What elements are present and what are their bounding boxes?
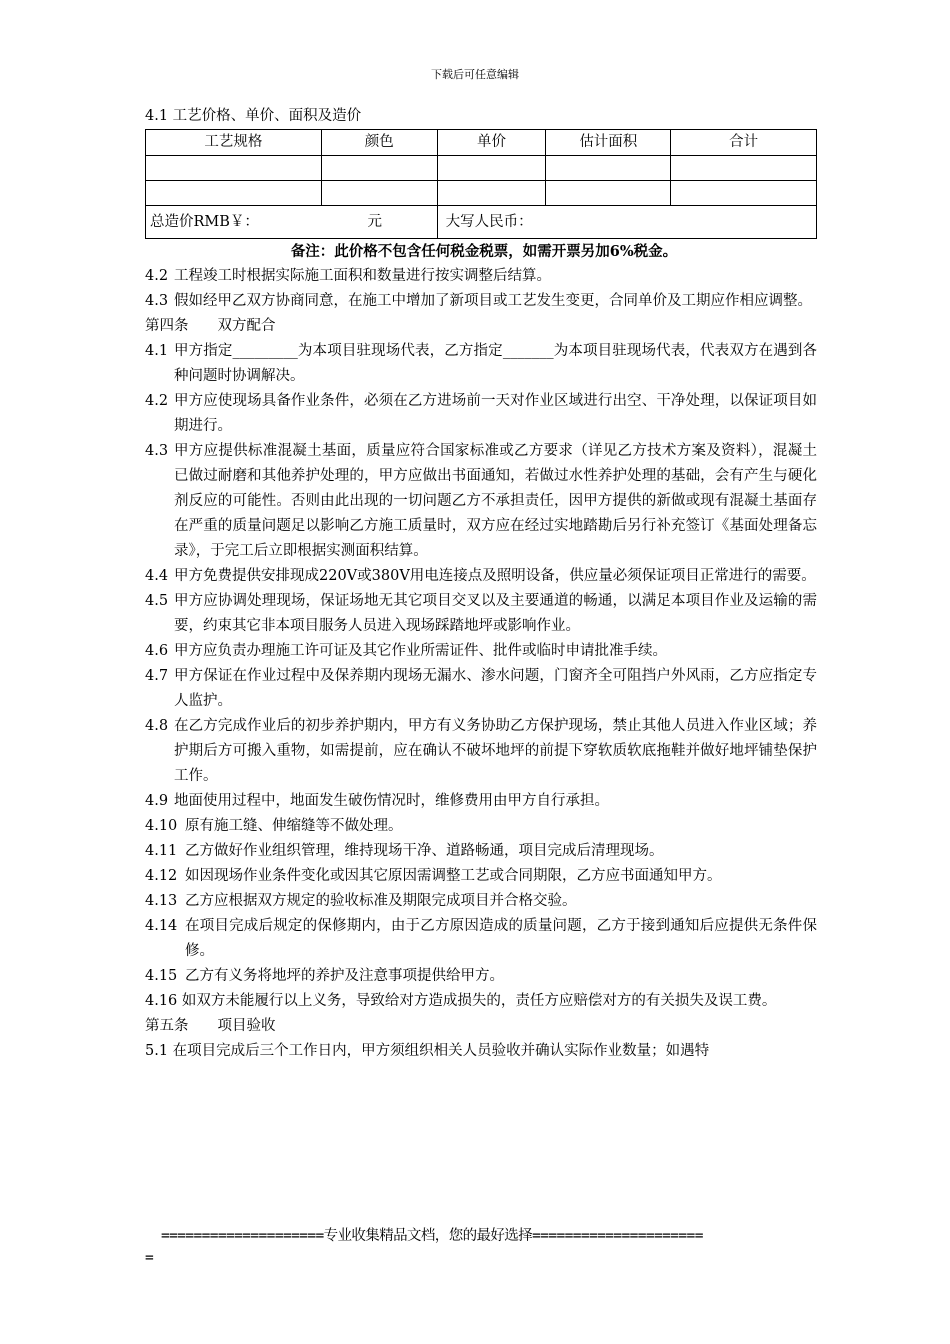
table-cell <box>321 156 437 181</box>
table-cell <box>546 156 671 181</box>
footer-banner: ====================专业收集精品文档，您的最好选择===================== <box>161 1228 703 1244</box>
section-heading-5: 第五条 项目验收 <box>145 1018 276 1034</box>
clause-b-4-8 <box>145 714 817 789</box>
page-header: 下载后可任意编辑 <box>431 68 519 81</box>
clause-text: 原有施工缝、伸缩缝等不做处理。 <box>185 818 403 834</box>
clause-number: 4.9 <box>145 793 169 809</box>
clause-text: 乙方有义务将地坪的养护及注意事项提供给甲方。 <box>185 968 504 984</box>
table-cell <box>437 181 546 206</box>
clause-number: 4.1 <box>145 343 169 359</box>
table-cell <box>146 181 322 206</box>
table-row <box>146 156 817 181</box>
clause-text: 假如经甲乙双方协商同意，在施工中增加了新项目或工艺发生变更，合同单价及工期应作相应调整。 <box>174 293 812 309</box>
document-body <box>145 104 817 1064</box>
clause-b-4-3 <box>145 439 817 564</box>
clause-b-4-7 <box>145 664 817 714</box>
clause-text: 甲方指定_________为本项目驻现场代表，乙方指定_______为本项目驻现场代表，代表双方在遇到各种问题时协调解决。 <box>174 343 817 384</box>
table-cell <box>437 156 546 181</box>
clause-b-4-2 <box>145 389 817 439</box>
table-row <box>146 181 817 206</box>
clause-text: 甲方应提供标准混凝土基面，质量应符合国家标准或乙方要求（详见乙方技术方案及资料），混凝土已做过耐磨和其他养护处理的，甲方应做出书面通知，若做过水性养护处理的基础，会有产生与硬化剂反应的可能性。否则由此出现的一切问题乙方不承担责任，因甲方提供的新做或现有混凝土基面存在严重的质量问题足以影响乙方施工质量时，双方应在经过实地踏勘后另行补充签订《基面处理备忘录》，于完工后立即根据实测面积结算。 <box>174 443 817 559</box>
table-header-row <box>146 130 817 156</box>
clause-number: 4.14 <box>145 918 178 934</box>
clause-text: 在乙方完成作业后的初步养护期内，甲方有义务协助乙方保护现场，禁止其他人员进入作业区域；养护期后方可搬入重物，如需提前，应在确认不破坏地坪的前提下穿软质软底拖鞋并做好地坪铺垫保护工作。 <box>174 718 817 784</box>
clause-text: 甲方应负责办理施工许可证及其它作业所需证件、批件或临时申请批准手续。 <box>174 643 667 659</box>
clause-4-15 <box>145 964 817 989</box>
clause-number: 4.2 <box>145 268 169 284</box>
tax-note: 备注：此价格不包含任何税金税票，如需开票另加6%税金。 <box>290 243 678 260</box>
table-title: 4.1 工艺价格、单价、面积及造价 <box>145 108 362 124</box>
header-cell: 工艺规格 <box>146 130 322 156</box>
header-cell: 颜色 <box>321 130 437 156</box>
clause-b-4-4 <box>145 564 817 589</box>
clause-number: 4.8 <box>145 718 169 734</box>
clause-4-2 <box>145 264 817 289</box>
table-total-row <box>146 206 817 239</box>
clause-b-4-6 <box>145 639 817 664</box>
header-cell: 估计面积 <box>546 130 671 156</box>
clause-number: 4.13 <box>145 893 178 909</box>
footer-tail: = <box>145 1250 154 1266</box>
clause-number: 4.11 <box>145 843 178 859</box>
clause-text: 甲方应使现场具备作业条件，必须在乙方进场前一天对作业区域进行出空、干净处理，以保证项目如期进行。 <box>174 393 817 434</box>
clause-number: 4.3 <box>145 293 169 309</box>
header-cell: 单价 <box>437 130 546 156</box>
clause-b-4-1 <box>145 339 817 389</box>
header-cell: 合计 <box>671 130 817 156</box>
clause-text: 甲方保证在作业过程中及保养期内现场无漏水、渗水问题，门窗齐全可阻挡户外风雨，乙方应指定专人监护。 <box>174 668 817 709</box>
capital-cell: 大写人民币： <box>437 206 816 239</box>
clause-number: 4.15 <box>145 968 178 984</box>
section-heading-4: 第四条 双方配合 <box>145 318 276 334</box>
clause-number: 4.3 <box>145 443 169 459</box>
total-label: 总造价RMB￥： <box>150 213 259 230</box>
clause-number: 4.10 <box>145 818 178 834</box>
page-footer <box>145 1225 817 1269</box>
clause-number: 4.2 <box>145 393 169 409</box>
clause-text: 甲方免费提供安排现成220V或380V用电连接点及照明设备，供应量必须保证项目正常进行的需要。 <box>174 568 816 584</box>
table-cell <box>671 181 817 206</box>
table-cell <box>546 181 671 206</box>
clause-text: 如因现场作业条件变化或因其它原因需调整工艺或合同期限，乙方应书面通知甲方。 <box>185 868 722 884</box>
clause-number: 4.12 <box>145 868 178 884</box>
clause-number: 4.4 <box>145 568 169 584</box>
clause-4-13 <box>145 889 817 914</box>
clause-number: 4.6 <box>145 643 169 659</box>
clause-4-11 <box>145 839 817 864</box>
price-table <box>145 129 817 239</box>
clause-text: 甲方应协调处理现场，保证场地无其它项目交叉以及主要通道的畅通，以满足本项目作业及运输的需要，约束其它非本项目服务人员进入现场踩踏地坪或影响作业。 <box>174 593 817 634</box>
clause-5-1: 5.1 在项目完成后三个工作日内，甲方须组织相关人员验收并确认实际作业数量；如遇特 <box>145 1043 710 1059</box>
clause-b-4-9 <box>145 789 817 814</box>
clause-number: 4.5 <box>145 593 169 609</box>
table-cell <box>146 156 322 181</box>
clause-b-4-5 <box>145 589 817 639</box>
clause-4-12 <box>145 864 817 889</box>
clause-text: 工程竣工时根据实际施工面积和数量进行按实调整后结算。 <box>174 268 551 284</box>
total-cell <box>146 206 438 239</box>
clause-text: 地面使用过程中，地面发生破伤情况时，维修费用由甲方自行承担。 <box>174 793 609 809</box>
clause-4-16: 4.16 如双方未能履行以上义务，导致给对方造成损失的，责任方应赔偿对方的有关损失及误工费。 <box>145 993 777 1009</box>
clause-4-3 <box>145 289 817 314</box>
clause-4-14 <box>145 914 817 964</box>
total-unit: 元 <box>367 213 383 230</box>
clause-text: 乙方应根据双方规定的验收标准及期限完成项目并合格交验。 <box>185 893 577 909</box>
clause-text: 在项目完成后规定的保修期内，由于乙方原因造成的质量问题，乙方于接到通知后应提供无条件保修。 <box>185 918 817 959</box>
clause-4-10 <box>145 814 817 839</box>
table-cell <box>321 181 437 206</box>
clause-number: 4.7 <box>145 668 169 684</box>
clause-text: 乙方做好作业组织管理，维持现场干净、道路畅通，项目完成后清理现场。 <box>185 843 664 859</box>
table-cell <box>671 156 817 181</box>
